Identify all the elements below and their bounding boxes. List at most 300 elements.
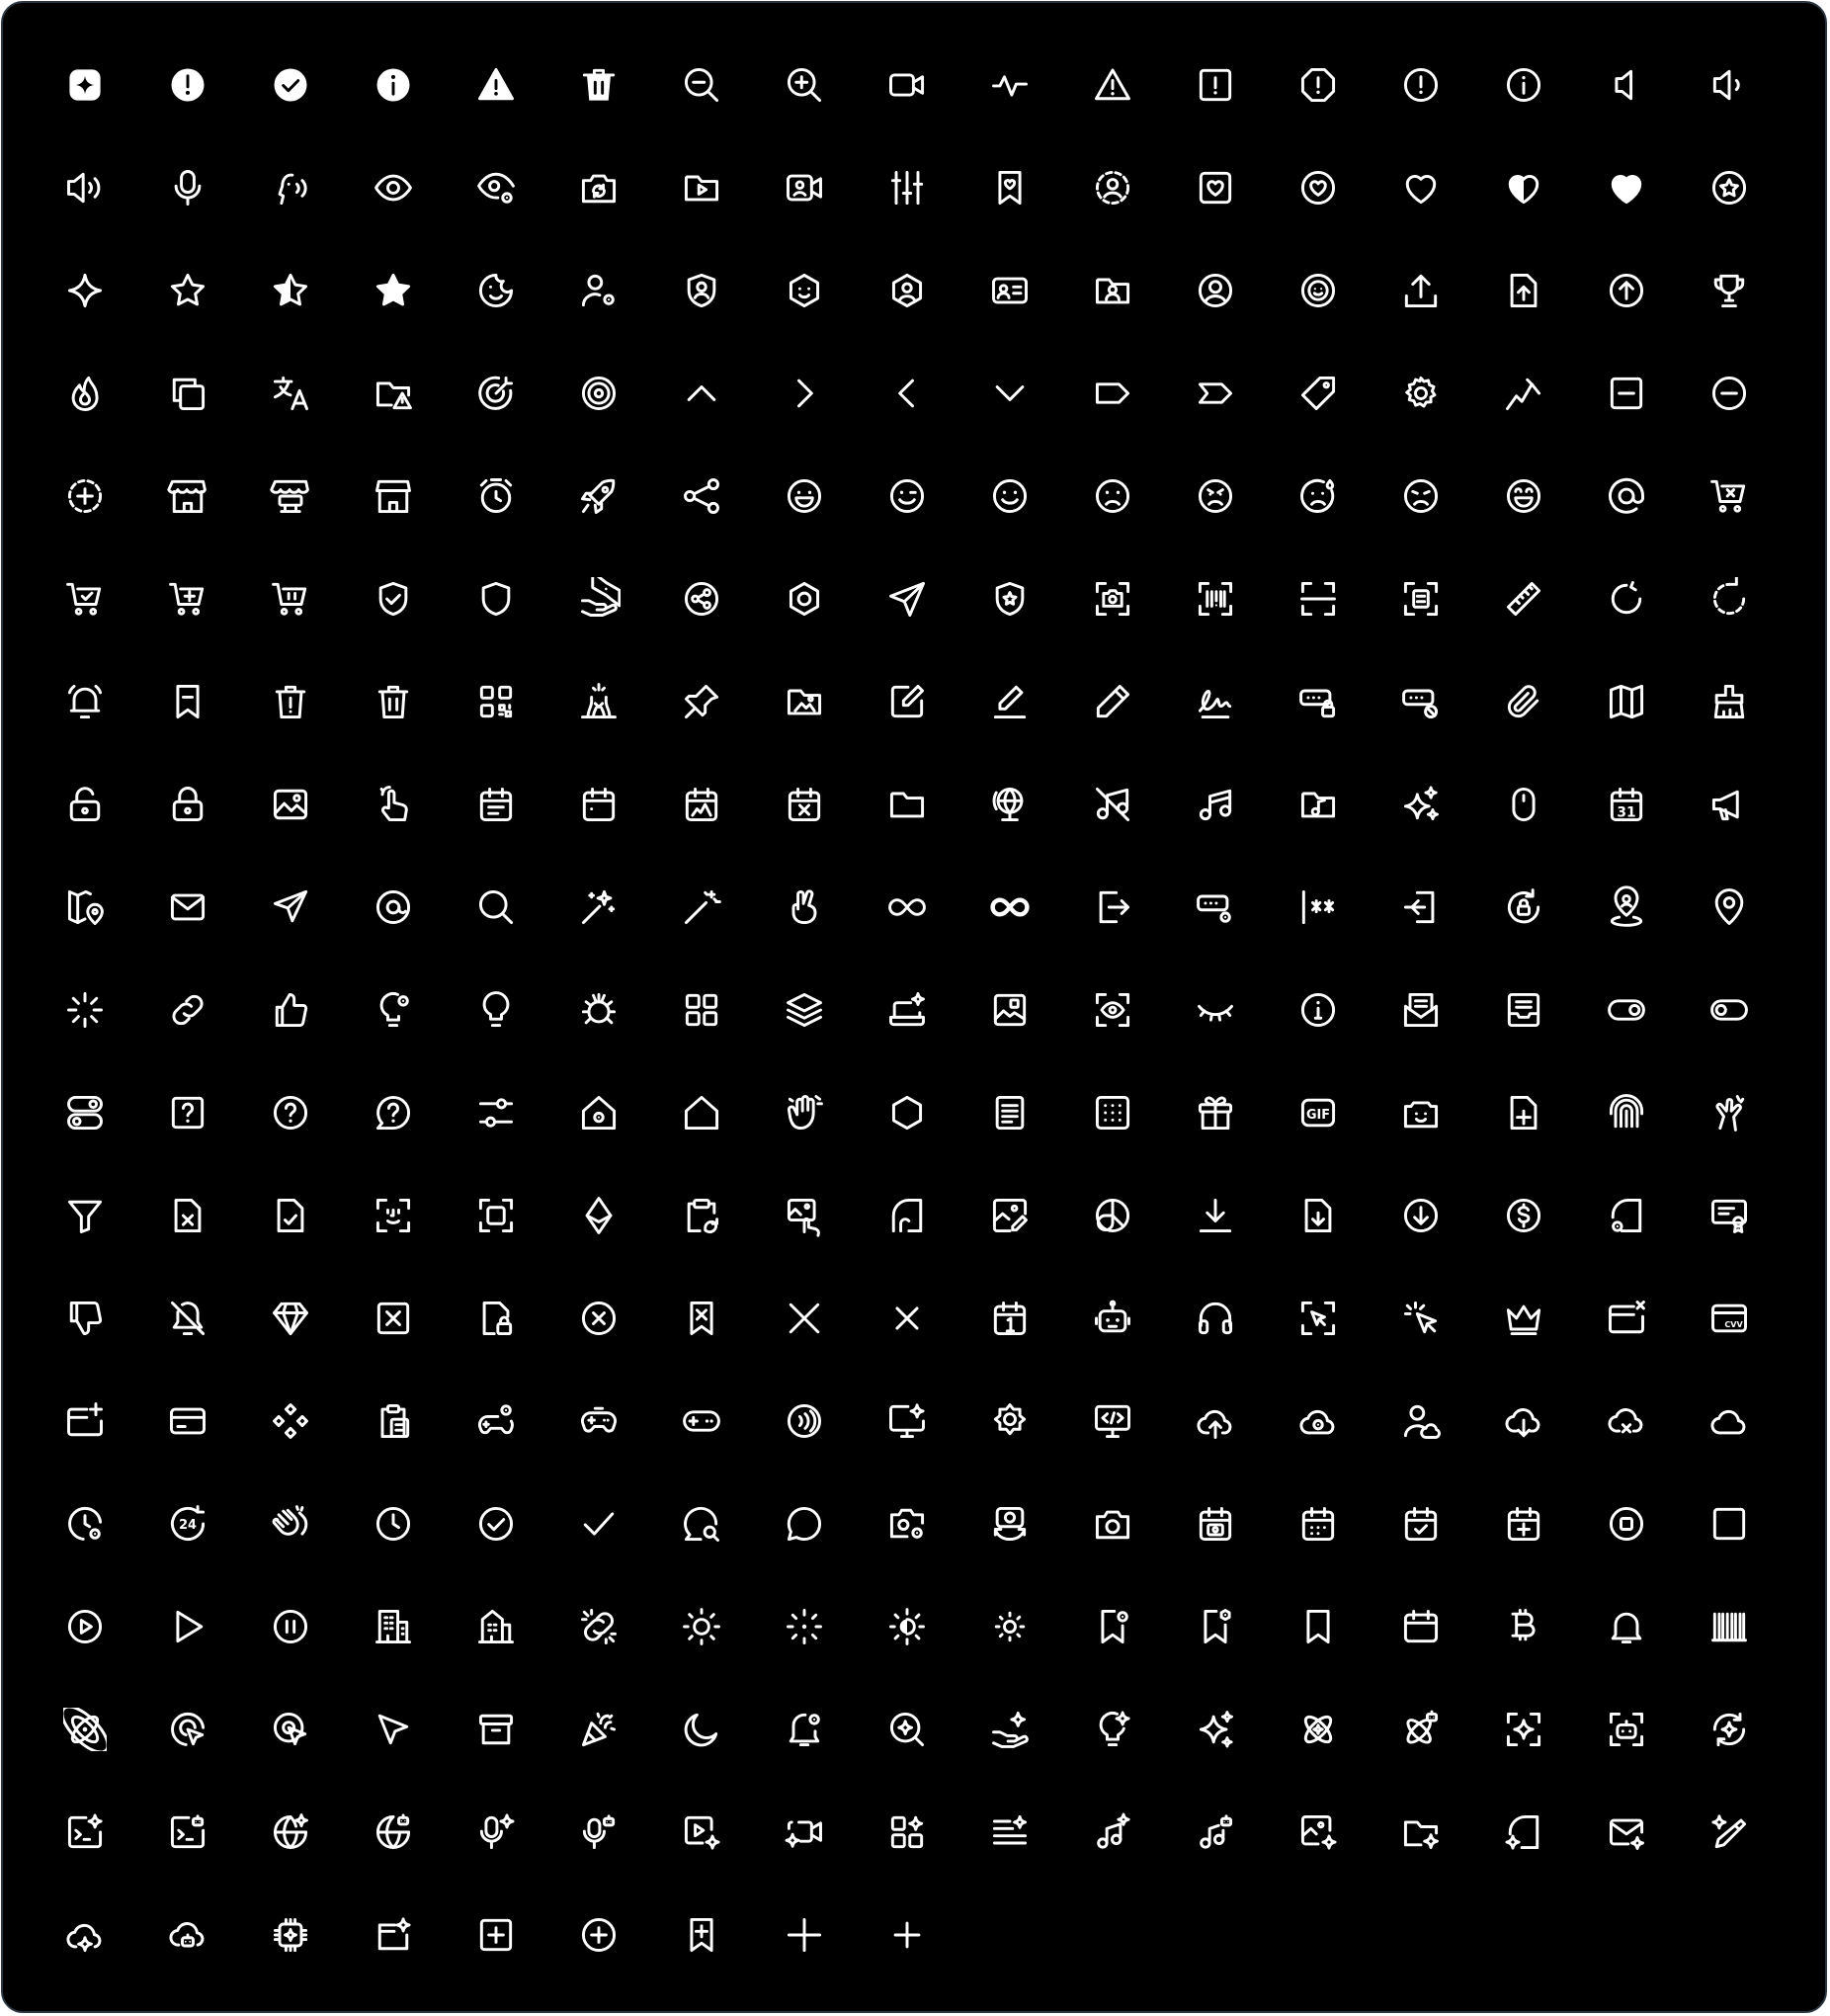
camera-switch-icon (958, 1472, 1061, 1575)
hand-peace-icon-glyph (783, 885, 826, 929)
warning-triangle-filled-icon-glyph (474, 63, 518, 107)
settings-cog-icon-glyph (988, 1399, 1032, 1443)
plus-circle-dashed-icon (34, 445, 136, 547)
map-icon-glyph (1605, 680, 1648, 723)
card-remove-icon-glyph (1605, 1297, 1648, 1340)
file-plus-icon-glyph (1502, 1091, 1545, 1134)
eye-scan-icon-glyph (1091, 988, 1134, 1032)
fire-icon (34, 342, 136, 445)
heart-filled-icon-glyph (1605, 166, 1648, 210)
smile-wink-icon (856, 445, 958, 547)
calendar-dots-icon (1267, 1472, 1370, 1575)
video-camera-icon (856, 34, 958, 136)
at-icon-glyph (1605, 474, 1648, 518)
face-scan-icon (342, 1164, 445, 1267)
hand-gear-icon-glyph (577, 577, 621, 621)
bookmark-close-icon (650, 1267, 753, 1370)
hands-up-icon (1678, 1061, 1781, 1164)
alert-octagon-icon-glyph (1296, 63, 1340, 107)
toggles-icon (34, 1061, 136, 1164)
image-frame-icon (958, 959, 1061, 1061)
share-icon (650, 445, 753, 547)
search-icon (445, 856, 547, 959)
video-sparkle-icon-glyph (680, 1810, 723, 1854)
cloud-settings-icon-glyph (1296, 1399, 1340, 1443)
help-square-icon (136, 1061, 239, 1164)
lock-open-icon-glyph (63, 783, 107, 826)
shop-icon (342, 445, 445, 547)
chevron-down-icon (958, 342, 1061, 445)
heart-circle-icon (1267, 136, 1370, 239)
ruler-icon (1472, 547, 1575, 650)
signature-icon-glyph (1194, 680, 1237, 723)
folder-warning-icon (342, 342, 445, 445)
bookmark-heart-icon (958, 136, 1061, 239)
price-tag-icon-glyph (1296, 372, 1340, 415)
chevron-left-icon-glyph (885, 372, 929, 415)
user-smile-circle-icon (1267, 239, 1370, 342)
building-icon-glyph (372, 1605, 415, 1648)
ai-scan-icon-glyph (1502, 1708, 1545, 1751)
store-alt-icon-glyph (269, 474, 312, 518)
stairs-icon (1472, 342, 1575, 445)
bookmark-plus-icon (650, 1884, 753, 1986)
file-lock-icon-glyph (474, 1297, 518, 1340)
trash-alert-icon (239, 650, 342, 753)
shield-check-icon-glyph (372, 577, 415, 621)
gamepad-settings-icon (445, 1370, 547, 1472)
bookmark-plus-icon-glyph (680, 1913, 723, 1957)
hand-sparkle-icon (958, 1678, 1061, 1781)
plus-square-icon-glyph (474, 1913, 518, 1957)
at-circle-icon (342, 856, 445, 959)
bell-icon (1575, 1575, 1678, 1678)
paint-brush-icon-glyph (1707, 680, 1751, 723)
share-circle-icon (650, 547, 753, 650)
laptop-sparkle-icon-glyph (885, 988, 929, 1032)
hexagon-icon (753, 547, 856, 650)
inbox-icon-glyph (1502, 988, 1545, 1032)
upload-icon (1370, 239, 1472, 342)
pin-icon-glyph (680, 680, 723, 723)
scan-camera-icon (1061, 547, 1164, 650)
hands-clap-icon-glyph (269, 1502, 312, 1546)
id-card-icon-glyph (988, 269, 1032, 312)
calendar-one-icon (958, 1267, 1061, 1370)
alert-circle-icon (1370, 34, 1472, 136)
clipboard-sync-icon (650, 1164, 753, 1267)
music-sparkle-icon (1061, 1781, 1164, 1884)
file-gear-icon-glyph (1605, 1194, 1648, 1237)
wand-sparkle-icon (650, 856, 753, 959)
calendar-icon-glyph (577, 783, 621, 826)
minus-square-icon-glyph (1605, 372, 1648, 415)
hexagon-icon-glyph (783, 577, 826, 621)
dollar-circle-icon (1472, 1164, 1575, 1267)
user-circle-icon-glyph (1194, 269, 1237, 312)
clipboard-list-icon-glyph (372, 1399, 415, 1443)
gift-icon-glyph (1194, 1091, 1237, 1134)
voice-icon (239, 136, 342, 239)
card-add-icon-glyph (63, 1399, 107, 1443)
location-pin-icon (1678, 856, 1781, 959)
cursor-arrow-icon (342, 1678, 445, 1781)
alert-square-icon-glyph (1194, 63, 1237, 107)
bug-icon (547, 959, 650, 1061)
bookmark-heart-icon-glyph (988, 166, 1032, 210)
info-circle-icon-glyph (1502, 63, 1545, 107)
folder-sparkle-icon (1370, 1781, 1472, 1884)
search-icon-glyph (474, 885, 518, 929)
image-hand-icon-glyph (783, 1194, 826, 1237)
map-icon (1575, 650, 1678, 753)
barcode-icon-glyph (1707, 1605, 1751, 1648)
cursor-target-icon (136, 1678, 239, 1781)
bulb-icon (445, 959, 547, 1061)
copy-icon-glyph (166, 372, 209, 415)
camera-icon (1061, 1472, 1164, 1575)
building-icon (342, 1575, 445, 1678)
settings-gear-icon-glyph (1399, 372, 1443, 415)
card-cvv-icon (1678, 1267, 1781, 1370)
tag-outline-icon-glyph (1091, 372, 1134, 415)
mail-sparkle-icon (1575, 1781, 1678, 1884)
keypad-icon (1061, 1061, 1164, 1164)
calendar-camera-icon (1164, 1472, 1267, 1575)
folder-add-sparkle-icon-glyph (372, 1913, 415, 1957)
file-check-icon-glyph (269, 1194, 312, 1237)
angry-icon (1164, 445, 1267, 547)
bell-off-icon (136, 1267, 239, 1370)
ai-sync-icon (1678, 1678, 1781, 1781)
lock-icon (136, 753, 239, 856)
file-upload-icon-glyph (1502, 269, 1545, 312)
folder-sparkle-icon-glyph (1399, 1810, 1443, 1854)
user-folder-icon (1061, 239, 1164, 342)
scan-camera-icon-glyph (1091, 577, 1134, 621)
hexagon-outline-icon (856, 1061, 958, 1164)
user-cloud-icon-glyph (1399, 1399, 1443, 1443)
lock-icon-glyph (166, 783, 209, 826)
bell-icon-glyph (1605, 1605, 1648, 1648)
atom-icon (34, 1678, 136, 1781)
sad-icon (1061, 445, 1164, 547)
thumbs-down-icon (34, 1267, 136, 1370)
controller-icon (650, 1370, 753, 1472)
hexagon-outline-icon-glyph (885, 1091, 929, 1134)
mic-sparkle-icon (445, 1781, 547, 1884)
frown-icon-glyph (1399, 474, 1443, 518)
check-circle-filled-icon-glyph (269, 63, 312, 107)
sparkle-icon-glyph (63, 269, 107, 312)
face-id-box-icon-glyph (1399, 1091, 1443, 1134)
atom-icon-glyph (63, 1708, 107, 1751)
star-half-icon (239, 239, 342, 342)
file-plus-icon (1472, 1061, 1575, 1164)
file-sparkle-icon (1472, 1781, 1575, 1884)
mail-icon (136, 856, 239, 959)
hand-sparkle-icon-glyph (988, 1708, 1032, 1751)
document-lines-icon-glyph (988, 1091, 1032, 1134)
pen-line-icon-glyph (988, 680, 1032, 723)
help-message-icon (342, 1061, 445, 1164)
info-circle-filled-icon (342, 34, 445, 136)
heart-square-icon (1164, 136, 1267, 239)
sun-dashed-icon-glyph (783, 1605, 826, 1648)
location-user-icon (1575, 856, 1678, 959)
cloud-icon-glyph (1707, 1399, 1751, 1443)
clock-icon (342, 1472, 445, 1575)
at-circle-icon-glyph (372, 885, 415, 929)
chip-icon (239, 1884, 342, 1986)
cloud-icon (1678, 1370, 1781, 1472)
file-rounded-icon (856, 1164, 958, 1267)
bookmark-settings-icon-glyph (1091, 1605, 1134, 1648)
bulb-sparkle-icon (1061, 1678, 1164, 1781)
loader-icon-glyph (63, 988, 107, 1032)
music-note-icon-glyph (1194, 783, 1237, 826)
sliders-horizontal-icon-glyph (474, 1091, 518, 1134)
check-circle-filled-icon (239, 34, 342, 136)
microphone-icon-glyph (166, 166, 209, 210)
home-gear-icon-glyph (577, 1091, 621, 1134)
pen-sparkle-icon-glyph (1707, 1810, 1751, 1854)
scan-icon-glyph (1296, 577, 1340, 621)
bell-off-icon-glyph (166, 1297, 209, 1340)
document-lines-icon (958, 1061, 1061, 1164)
loader-icon (34, 959, 136, 1061)
thumbs-down-icon-glyph (63, 1297, 107, 1340)
square-icon (1678, 1472, 1781, 1575)
chat-search-icon (650, 1472, 753, 1575)
lock-open-icon (34, 753, 136, 856)
plus-circle-icon-glyph (577, 1913, 621, 1957)
cloud-sparkle-icon (34, 1884, 136, 1986)
folder-warning-icon-glyph (372, 372, 415, 415)
copy-icon (136, 342, 239, 445)
link-broken-icon-glyph (577, 1605, 621, 1648)
file-sparkle-icon-glyph (1502, 1810, 1545, 1854)
filter-icon (34, 1164, 136, 1267)
cursor-box-icon-glyph (1296, 1297, 1340, 1340)
chat-search-icon-glyph (680, 1502, 723, 1546)
video-camera-sparkle-icon-glyph (783, 1810, 826, 1854)
file-remove-icon (136, 1164, 239, 1267)
eye-icon (342, 136, 445, 239)
ethereum-icon-glyph (577, 1194, 621, 1237)
trophy-icon-glyph (1707, 269, 1751, 312)
code-monitor-icon-glyph (1091, 1399, 1134, 1443)
bookmark-gear-icon (1164, 1575, 1267, 1678)
cursor-arrow-icon-glyph (372, 1708, 415, 1751)
svg-text:31: 31 (1617, 804, 1636, 821)
mouse-icon-glyph (1502, 783, 1545, 826)
play-icon-glyph (166, 1605, 209, 1648)
globe-sparkle-icon-glyph (269, 1810, 312, 1854)
controller-icon-glyph (680, 1399, 723, 1443)
face-cookie-icon (445, 239, 547, 342)
contactless-icon (753, 1370, 856, 1472)
pause-circle-icon (239, 1575, 342, 1678)
cloud-sparkle-icon-glyph (63, 1913, 107, 1957)
stop-circle-icon-glyph (1605, 1502, 1648, 1546)
chat-bubble-icon (753, 1472, 856, 1575)
minus-square-icon (1575, 342, 1678, 445)
tag-arrow-icon-glyph (1194, 372, 1237, 415)
image-edit-icon (958, 1164, 1061, 1267)
infinity-bold-icon (958, 856, 1061, 959)
grid-icon-glyph (680, 988, 723, 1032)
password-icon (1267, 856, 1370, 959)
fingerprint-icon-glyph (1605, 1091, 1648, 1134)
close-circle-icon-glyph (577, 1297, 621, 1340)
globe-robot-icon-glyph (372, 1810, 415, 1854)
bulb-settings-icon (342, 959, 445, 1061)
ruler-icon-glyph (1502, 577, 1545, 621)
tag-outline-icon (1061, 342, 1164, 445)
hand-spark-icon (547, 650, 650, 753)
image-folder-icon (753, 650, 856, 753)
bitcoin-icon (1472, 1575, 1575, 1678)
video-camera-icon-glyph (885, 63, 929, 107)
shield-user-icon-glyph (680, 269, 723, 312)
touch-icon-glyph (372, 783, 415, 826)
paperclip-icon-glyph (1502, 680, 1545, 723)
user-settings-icon (547, 239, 650, 342)
face-cookie-icon-glyph (474, 269, 518, 312)
heart-filled-icon (1575, 136, 1678, 239)
video-sparkle-icon (650, 1781, 753, 1884)
calendar-camera-icon-glyph (1194, 1502, 1237, 1546)
party-popper-icon-glyph (577, 1708, 621, 1751)
close-square-icon-glyph (372, 1297, 415, 1340)
trash-filled-icon-glyph (577, 63, 621, 107)
info-circle-alt-icon-glyph (1296, 988, 1340, 1032)
target-arrow-icon (445, 342, 547, 445)
rocket-icon (547, 445, 650, 547)
calendar-simple-icon-glyph (1399, 1605, 1443, 1648)
touch-icon (342, 753, 445, 856)
search-sparkle-icon-glyph (885, 1708, 929, 1751)
share-icon-glyph (680, 474, 723, 518)
pause-circle-icon-glyph (269, 1605, 312, 1648)
file-rounded-icon-glyph (885, 1194, 929, 1237)
video-folder-icon-glyph (680, 166, 723, 210)
shield-icon-glyph (474, 577, 518, 621)
clipboard-list-icon (342, 1370, 445, 1472)
image-folder-icon-glyph (783, 680, 826, 723)
alert-circle-filled-icon (136, 34, 239, 136)
mail-open-icon-glyph (1399, 988, 1443, 1032)
certificate-icon (1678, 1164, 1781, 1267)
target-icon (547, 342, 650, 445)
file-remove-icon-glyph (166, 1194, 209, 1237)
svg-text:CVV: CVV (1724, 1319, 1743, 1329)
store-alt-icon (239, 445, 342, 547)
gamepad-icon-glyph (577, 1399, 621, 1443)
monitor-sparkle-icon (856, 1370, 958, 1472)
voice-icon-glyph (269, 166, 312, 210)
robot-icon (1061, 1267, 1164, 1370)
file-upload-icon (1472, 239, 1575, 342)
ai-robot-atom-icon-glyph (1399, 1708, 1443, 1751)
hexagon-user-icon-glyph (885, 269, 929, 312)
cart-remove-icon-glyph (1707, 474, 1751, 518)
help-circle-icon-glyph (269, 1091, 312, 1134)
alert-square-icon (1164, 34, 1267, 136)
wand-sparkle-icon-glyph (680, 885, 723, 929)
star-icon (136, 239, 239, 342)
mouse-icon (1472, 753, 1575, 856)
minus-circle-icon-glyph (1707, 372, 1751, 415)
star-icon-glyph (166, 269, 209, 312)
archive-icon-glyph (474, 1708, 518, 1751)
megaphone-icon-glyph (1707, 783, 1751, 826)
user-circle-dashed-icon-glyph (1091, 166, 1134, 210)
rotate-right-icon (1575, 547, 1678, 650)
credit-card-icon-glyph (166, 1399, 209, 1443)
settings-cog-icon (958, 1370, 1061, 1472)
hexagon-face-icon-glyph (783, 269, 826, 312)
arrow-down-circle-icon (1370, 1164, 1472, 1267)
gif-icon-glyph (1296, 1091, 1340, 1134)
star-filled-icon-glyph (372, 269, 415, 312)
folder-add-sparkle-icon (342, 1884, 445, 1986)
buildings-icon-glyph (474, 1605, 518, 1648)
store-icon-glyph (166, 474, 209, 518)
camera-settings-icon (856, 1472, 958, 1575)
fingerprint-icon (1575, 1061, 1678, 1164)
shield-star-icon (958, 547, 1061, 650)
star-circle-icon-glyph (1707, 166, 1751, 210)
download-icon (1164, 1164, 1267, 1267)
close-icon-glyph (885, 1297, 929, 1340)
shield-star-icon-glyph (988, 577, 1032, 621)
file-lock-icon (445, 1267, 547, 1370)
send-icon-glyph (885, 577, 929, 621)
user-circle-dashed-icon (1061, 136, 1164, 239)
keypad-icon-glyph (1091, 1091, 1134, 1134)
arrow-down-circle-icon-glyph (1399, 1194, 1443, 1237)
icon-panel (1, 1, 1827, 2013)
volume-high-icon-glyph (63, 166, 107, 210)
trophy-icon (1678, 239, 1781, 342)
user-circle-icon (1164, 239, 1267, 342)
store-icon (136, 445, 239, 547)
thumbs-up-icon-glyph (269, 988, 312, 1032)
target-icon-glyph (577, 372, 621, 415)
password-settings-icon-glyph (1194, 885, 1237, 929)
mic-sparkle-icon-glyph (474, 1810, 518, 1854)
music-folder-icon (1267, 753, 1370, 856)
calendar-chart-icon-glyph (680, 783, 723, 826)
calendar-cancel-icon-glyph (783, 783, 826, 826)
card-remove-icon (1575, 1267, 1678, 1370)
bell-settings-icon (753, 1678, 856, 1781)
shop-icon-glyph (372, 474, 415, 518)
barcode-scan-icon-glyph (1194, 577, 1237, 621)
heart-circle-icon-glyph (1296, 166, 1340, 210)
edit-square-icon-glyph (885, 680, 929, 723)
map-pin-icon (34, 856, 136, 959)
gift-icon (1164, 1061, 1267, 1164)
alarm-bell-icon (34, 650, 136, 753)
close-circle-icon (547, 1267, 650, 1370)
toggle-off-icon-glyph (1707, 988, 1751, 1032)
cursor-box-icon (1267, 1267, 1370, 1370)
eye-closed-icon (1164, 959, 1267, 1061)
text-sparkle-icon (958, 1781, 1061, 1884)
